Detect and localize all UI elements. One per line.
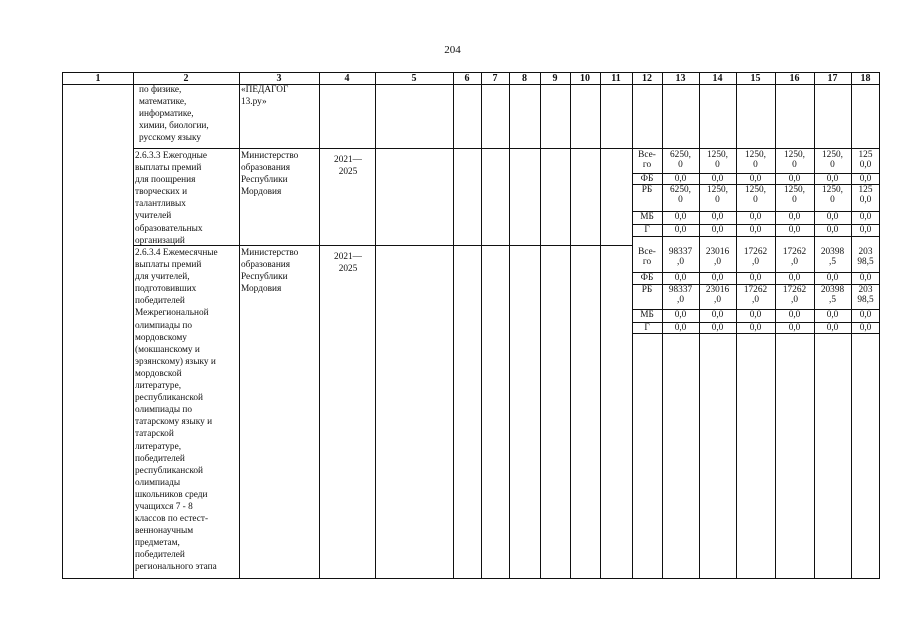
finance-value: 0,0 <box>674 212 687 222</box>
column-header: 9 <box>552 73 558 84</box>
finance-value: 0,0 <box>859 225 872 235</box>
finance-value: 0,0 <box>859 323 872 333</box>
column-header: 16 <box>789 73 800 84</box>
finance-source: РБ <box>641 185 653 195</box>
finance-value: 0,0 <box>749 273 762 283</box>
finance-value: 1250, 0 <box>707 150 728 170</box>
finance-divider <box>632 236 880 237</box>
column-header: 14 <box>712 73 723 84</box>
finance-value: 125 0,0 <box>858 150 873 170</box>
column-header: 1 <box>95 73 101 84</box>
finance-value: 125 0,0 <box>858 185 873 205</box>
finance-value: 0,0 <box>674 273 687 283</box>
finance-value: 20398 ,5 <box>820 285 845 305</box>
finance-value: 0,0 <box>826 323 839 333</box>
finance-value: 1250, 0 <box>784 185 805 205</box>
finance-value: 1250, 0 <box>745 150 766 170</box>
prev-measure-text: по физике, математике, информатике, химии, биологии, русскому языку <box>139 85 209 144</box>
finance-value: 0,0 <box>859 174 872 184</box>
finance-value: 0,0 <box>711 225 724 235</box>
finance-value: 0,0 <box>826 310 839 320</box>
finance-source: МБ <box>640 212 654 222</box>
finance-value: 17262 ,0 <box>743 285 768 305</box>
finance-value: 0,0 <box>749 225 762 235</box>
finance-value: 0,0 <box>788 174 801 184</box>
finance-value: 0,0 <box>674 310 687 320</box>
column-header: 3 <box>276 73 282 84</box>
finance-value: 0,0 <box>826 273 839 283</box>
finance-value: 203 98,5 <box>857 247 874 267</box>
finance-value: 20398 ,5 <box>820 247 845 267</box>
finance-source: Все- го <box>638 150 656 170</box>
finance-source: Г <box>644 323 650 333</box>
finance-value: 0,0 <box>749 310 762 320</box>
column-header: 18 <box>860 73 871 84</box>
finance-divider <box>632 333 880 334</box>
column-header: 12 <box>642 73 652 84</box>
finance-value: 0,0 <box>674 323 687 333</box>
finance-source: Все- го <box>638 247 656 267</box>
finance-value: 0,0 <box>859 212 872 222</box>
finance-source: МБ <box>640 310 654 320</box>
finance-value: 0,0 <box>749 174 762 184</box>
period-2-6-3-3: 2021— 2025 <box>334 155 362 178</box>
finance-value: 1250, 0 <box>822 185 843 205</box>
finance-value: 0,0 <box>749 212 762 222</box>
finance-value: 0,0 <box>788 212 801 222</box>
finance-value: 0,0 <box>711 310 724 320</box>
finance-source: ФБ <box>640 273 654 283</box>
finance-source: ФБ <box>640 174 654 184</box>
budget-table <box>62 72 880 579</box>
finance-value: 23016 ,0 <box>705 247 730 267</box>
finance-value: 17262 ,0 <box>782 285 807 305</box>
measure-2-6-3-3: 2.6.3.3 Ежегодные выплаты премий для поощрения творческих и талантливых учителей образовательных организаций <box>135 151 208 246</box>
column-header: 15 <box>750 73 761 84</box>
finance-value: 1250, 0 <box>822 150 843 170</box>
finance-source: Г <box>644 225 650 235</box>
column-header: 6 <box>464 73 470 84</box>
page-number: 204 <box>444 44 461 56</box>
finance-value: 17262 ,0 <box>782 247 807 267</box>
finance-divider <box>632 148 880 149</box>
row-divider <box>133 148 632 149</box>
finance-value: 23016 ,0 <box>705 285 730 305</box>
finance-value: 98337 ,0 <box>668 285 693 305</box>
finance-value: 0,0 <box>788 225 801 235</box>
column-header: 10 <box>580 73 590 84</box>
finance-value: 1250, 0 <box>707 185 728 205</box>
finance-value: 0,0 <box>674 225 687 235</box>
prev-executor-text: «ПЕДАГОГ 13.ру» <box>241 85 289 108</box>
finance-value: 0,0 <box>826 212 839 222</box>
executor-2-6-3-4: Министерство образования Республики Мордовия <box>241 248 299 295</box>
column-header: 5 <box>411 73 417 84</box>
finance-value: 6250, 0 <box>670 150 691 170</box>
finance-value: 203 98,5 <box>857 285 874 305</box>
finance-value: 0,0 <box>711 323 724 333</box>
finance-value: 1250, 0 <box>784 150 805 170</box>
period-2-6-3-4: 2021— 2025 <box>334 252 362 275</box>
finance-value: 6250, 0 <box>670 185 691 205</box>
column-header: 2 <box>183 73 189 84</box>
finance-value: 0,0 <box>859 310 872 320</box>
column-header: 17 <box>827 73 838 84</box>
finance-value: 0,0 <box>859 273 872 283</box>
finance-value: 0,0 <box>826 174 839 184</box>
finance-value: 0,0 <box>788 310 801 320</box>
finance-value: 0,0 <box>674 174 687 184</box>
column-header: 4 <box>344 73 350 84</box>
column-header: 13 <box>675 73 686 84</box>
executor-2-6-3-3: Министерство образования Республики Мордовия <box>241 151 299 198</box>
finance-value: 0,0 <box>711 212 724 222</box>
finance-value: 17262 ,0 <box>743 247 768 267</box>
finance-value: 0,0 <box>711 273 724 283</box>
column-header: 11 <box>611 73 621 84</box>
finance-value: 0,0 <box>788 323 801 333</box>
finance-value: 98337 ,0 <box>668 247 693 267</box>
finance-value: 0,0 <box>749 323 762 333</box>
measure-2-6-3-4: 2.6.3.4 Ежемесячные выплаты премий для учителей, подготовивших победителей Межрегиональной олимпиады по мордовскому (мокшанскому и эрзянскому) языку и мордовской литературе, республиканской олимпиады по татарскому языку и татарской литературе, победителей республиканской олимпиады школьников среди учащихся 7 - 8 классов по естест- веннонаучным предметам, победителей регионального этапа <box>135 248 218 573</box>
finance-source: РБ <box>641 285 653 295</box>
column-header: 7 <box>492 73 498 84</box>
finance-value: 0,0 <box>788 273 801 283</box>
finance-value: 0,0 <box>711 174 724 184</box>
finance-value: 1250, 0 <box>745 185 766 205</box>
finance-value: 0,0 <box>826 225 839 235</box>
column-header: 8 <box>522 73 527 84</box>
